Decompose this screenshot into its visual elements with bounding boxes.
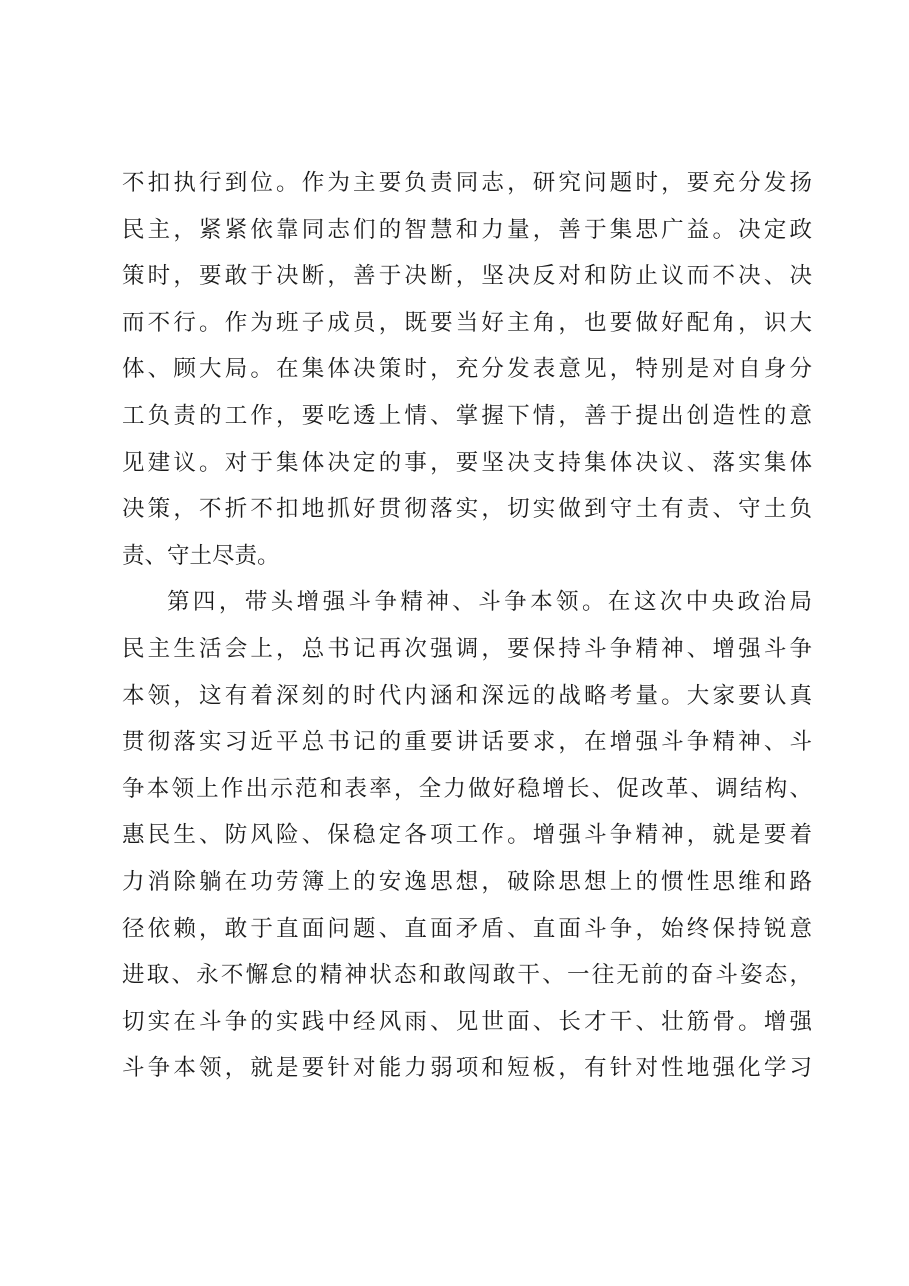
paragraph-line: 切实在斗争的实践中经风雨、见世面、长才干、壮筋骨。增强 bbox=[122, 1008, 812, 1035]
paragraph-line: 进取、永不懈怠的精神状态和敢闯敢干、一往无前的奋斗姿态， bbox=[122, 962, 812, 989]
paragraph-2 bbox=[122, 579, 812, 1092]
paragraph-line: 第四，带头增强斗争精神、斗争本领。在这次中央政治局 bbox=[167, 589, 812, 616]
paragraph-line: 斗争本领，就是要针对能力弱项和短板，有针对性地强化学习 bbox=[122, 1055, 812, 1082]
paragraph-line: 决策，不折不扣地抓好贯彻落实，切实做到守土有责、守土负 bbox=[122, 496, 812, 523]
paragraph-line: 力消除躺在功劳簿上的安逸思想，破除思想上的惯性思维和路 bbox=[122, 868, 812, 895]
paragraph-line: 贯彻落实习近平总书记的重要讲话要求，在增强斗争精神、斗 bbox=[122, 729, 812, 756]
paragraph-line: 争本领上作出示范和表率，全力做好稳增长、促改革、调结构、 bbox=[122, 775, 812, 802]
paragraph-line: 本领，这有着深刻的时代内涵和深远的战略考量。大家要认真 bbox=[122, 682, 812, 709]
paragraph-line: 见建议。对于集体决定的事，要坚决支持集体决议、落实集体 bbox=[122, 449, 812, 476]
paragraph-line: 民主，紧紧依靠同志们的智慧和力量，善于集思广益。决定政 bbox=[122, 216, 812, 243]
paragraph-line: 策时，要敢于决断，善于决断，坚决反对和防止议而不决、决 bbox=[122, 263, 812, 290]
paragraph-line: 责、守土尽责。 bbox=[122, 542, 280, 569]
paragraph-1 bbox=[122, 160, 812, 579]
paragraph-line: 工负责的工作，要吃透上情、掌握下情，善于提出创造性的意 bbox=[122, 402, 812, 429]
paragraph-line: 体、顾大局。在集体决策时，充分发表意见，特别是对自身分 bbox=[122, 356, 812, 383]
paragraph-line: 径依赖，敢于直面问题、直面矛盾、直面斗争，始终保持锐意 bbox=[122, 915, 812, 942]
paragraph-line: 民主生活会上，总书记再次强调，要保持斗争精神、增强斗争 bbox=[122, 635, 812, 662]
paragraph-line: 惠民生、防风险、保稳定各项工作。增强斗争精神，就是要着 bbox=[122, 822, 812, 849]
document-body bbox=[122, 160, 812, 1092]
paragraph-line: 不扣执行到位。作为主要负责同志，研究问题时，要充分发扬 bbox=[122, 170, 812, 196]
paragraph-line: 而不行。作为班子成员，既要当好主角，也要做好配角，识大 bbox=[122, 309, 812, 336]
